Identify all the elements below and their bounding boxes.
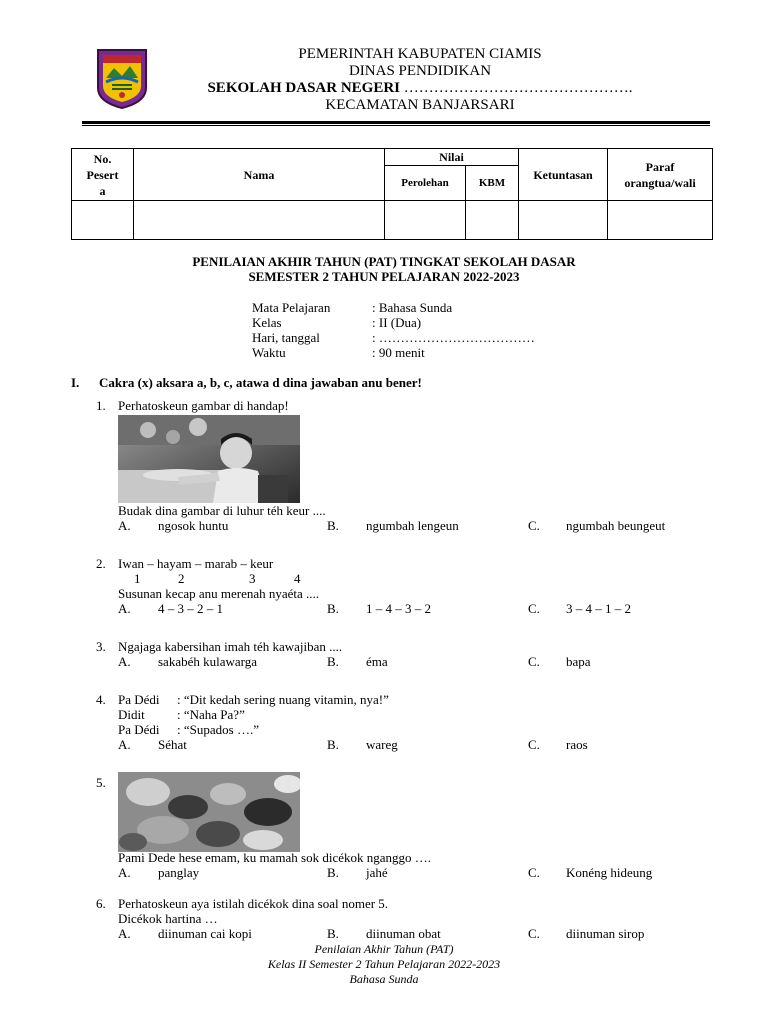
col-no-peserta: No. Pesert a — [72, 149, 134, 201]
q5-option-a[interactable]: panglay — [158, 865, 200, 880]
col-nilai: Nilai — [385, 149, 519, 166]
q4-option-a-letter[interactable]: A. — [118, 737, 131, 752]
q4-line-2: : “Naha Pa?” — [177, 707, 245, 722]
section-instruction: Cakra (x) aksara a, b, c, atawa d dina jawaban anu bener! — [99, 375, 422, 390]
q5-option-b[interactable]: jahé — [366, 865, 388, 880]
q3-option-c[interactable]: bapa — [566, 654, 591, 669]
header-rule-thick — [82, 121, 710, 124]
footer-exam: Penilaian Akhir Tahun (PAT) — [314, 942, 454, 956]
q6-option-c[interactable]: diinuman sirop — [566, 926, 645, 941]
q4-line-1: : “Dit kedah sering nuang vitamin, nya!” — [177, 692, 389, 707]
q4-speaker-3: Pa Dédi — [118, 722, 160, 737]
q1-option-a[interactable]: ngosok huntu — [158, 518, 229, 533]
q1-number: 1. — [96, 398, 106, 413]
cell-paraf[interactable] — [608, 201, 713, 240]
q4-option-a[interactable]: Séhat — [158, 737, 187, 752]
q4-speaker-1: Pa Dédi — [118, 692, 160, 707]
footer-subject: Bahasa Sunda — [349, 972, 419, 986]
subject-label: Mata Pelajaran — [252, 300, 331, 315]
q5-photo — [118, 772, 300, 852]
q5-stem: Pami Dede hese emam, ku mamah sok dicékok nganggo …. — [118, 850, 432, 865]
subject-value: : Bahasa Sunda — [372, 300, 453, 315]
q6-option-b-letter[interactable]: B. — [327, 926, 339, 941]
cell-perolehan[interactable] — [385, 201, 466, 240]
q3-option-c-letter[interactable]: C. — [528, 654, 540, 669]
q6-option-b[interactable]: diinuman obat — [366, 926, 441, 941]
date-label: Hari, tanggal — [252, 330, 320, 345]
exam-semester: SEMESTER 2 TAHUN PELAJARAN 2022-2023 — [248, 269, 520, 284]
class-label: Kelas — [252, 315, 282, 330]
q5-option-c-letter[interactable]: C. — [528, 865, 540, 880]
q4-option-c-letter[interactable]: C. — [528, 737, 540, 752]
col-kbm: KBM — [466, 166, 519, 201]
q4-option-b-letter[interactable]: B. — [327, 737, 339, 752]
q6-number: 6. — [96, 896, 106, 911]
cell-ketuntasan[interactable] — [519, 201, 608, 240]
q1-prompt: Perhatoskeun gambar di handap! — [118, 398, 289, 413]
time-value: : 90 menit — [372, 345, 425, 360]
q1-option-c-letter[interactable]: C. — [528, 518, 540, 533]
col-paraf: Paraf orangtua/wali — [608, 149, 713, 201]
q6-option-a-letter[interactable]: A. — [118, 926, 131, 941]
header-department: DINAS PENDIDIKAN — [348, 63, 492, 79]
q6-stem: Dicékok hartina … — [118, 911, 218, 926]
q1-option-c[interactable]: ngumbah beungeut — [566, 518, 666, 533]
q3-option-a-letter[interactable]: A. — [118, 654, 131, 669]
q4-number: 4. — [96, 692, 106, 707]
district-logo — [94, 44, 150, 110]
col-nama: Nama — [134, 149, 385, 201]
student-info-table — [71, 148, 713, 240]
q2-option-b[interactable]: 1 – 4 – 3 – 2 — [366, 601, 431, 616]
q1-stem: Budak dina gambar di luhur téh keur .... — [118, 503, 326, 518]
q1-photo — [118, 415, 300, 503]
date-value: : ……………………………… — [372, 330, 535, 345]
q5-option-a-letter[interactable]: A. — [118, 865, 131, 880]
q2-option-a-letter[interactable]: A. — [118, 601, 131, 616]
col-ketuntasan: Ketuntasan — [519, 149, 608, 201]
header-rule-thin — [82, 125, 710, 126]
class-value: : II (Dua) — [372, 315, 422, 330]
q1-option-b-letter[interactable]: B. — [327, 518, 339, 533]
exam-title: PENILAIAN AKHIR TAHUN (PAT) TINGKAT SEKOLAH DASAR — [192, 254, 576, 269]
header-subdistrict: KECAMATAN BANJARSARI — [325, 97, 515, 113]
q1-option-a-letter[interactable]: A. — [118, 518, 131, 533]
q1-option-b[interactable]: ngumbah lengeun — [366, 518, 459, 533]
q2-prompt: Iwan – hayam – marab – keur — [118, 556, 274, 571]
q3-option-b-letter[interactable]: B. — [327, 654, 339, 669]
q4-speaker-2: Didit — [118, 707, 145, 722]
q2-stem: Susunan kecap anu merenah nyaéta .... — [118, 586, 320, 601]
q2-order-3: 3 — [249, 571, 256, 586]
q3-option-a[interactable]: sakabéh kulawarga — [158, 654, 258, 669]
q4-option-b[interactable]: wareg — [366, 737, 398, 752]
header-government: PEMERINTAH KABUPATEN CIAMIS — [298, 46, 542, 62]
q2-option-a[interactable]: 4 – 3 – 2 – 1 — [158, 601, 223, 616]
q2-order-4: 4 — [294, 571, 301, 586]
q3-option-b[interactable]: éma — [366, 654, 388, 669]
header-school — [170, 80, 670, 97]
school-name-label: SEKOLAH DASAR NEGERI — [207, 80, 401, 96]
q2-option-c[interactable]: 3 – 4 – 1 – 2 — [566, 601, 631, 616]
q2-order-1: 1 — [134, 571, 141, 586]
school-name-dots: ………………………………………. — [400, 80, 633, 96]
cell-no-peserta[interactable] — [72, 201, 134, 240]
q2-option-b-letter[interactable]: B. — [327, 601, 339, 616]
q3-number: 3. — [96, 639, 106, 654]
q5-option-c[interactable]: Konéng hideung — [566, 865, 653, 880]
q2-option-c-letter[interactable]: C. — [528, 601, 540, 616]
q4-line-3: : “Supados ….” — [177, 722, 259, 737]
q6-option-a[interactable]: diinuman cai kopi — [158, 926, 252, 941]
cell-kbm[interactable] — [466, 201, 519, 240]
q5-option-b-letter[interactable]: B. — [327, 865, 339, 880]
q2-number: 2. — [96, 556, 106, 571]
section-roman: I. — [71, 375, 80, 390]
cell-nama[interactable] — [134, 201, 385, 240]
col-perolehan: Perolehan — [385, 166, 466, 201]
footer-class: Kelas II Semester 2 Tahun Pelajaran 2022-2023 — [267, 957, 501, 971]
q3-prompt: Ngajaga kabersihan imah téh kawajiban .... — [118, 639, 343, 654]
q6-prompt: Perhatoskeun aya istilah dicékok dina soal nomer 5. — [118, 896, 389, 911]
q4-option-c[interactable]: raos — [566, 737, 588, 752]
q5-number: 5. — [96, 775, 106, 790]
q2-order-2: 2 — [178, 571, 185, 586]
time-label: Waktu — [252, 345, 286, 360]
q6-option-c-letter[interactable]: C. — [528, 926, 540, 941]
